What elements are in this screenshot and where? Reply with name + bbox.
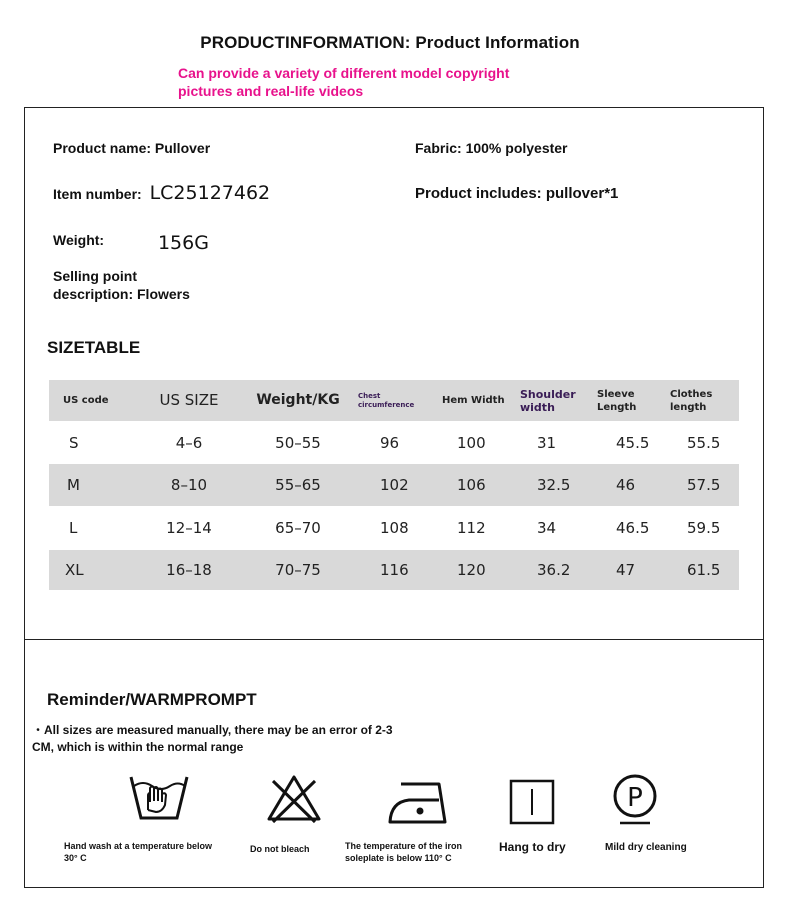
header-shoulder <box>514 388 592 414</box>
cell-chest: 108 <box>380 519 409 537</box>
hand-wash-icon <box>128 774 190 824</box>
cell-sleeve: 46.5 <box>616 519 650 537</box>
cell-us-code: XL <box>65 561 84 579</box>
cell-chest: 96 <box>380 433 400 452</box>
cell-us-size: 16–18 <box>166 561 212 579</box>
cell-weight: 50–55 <box>275 433 321 452</box>
cell-clothes-length: 61.5 <box>687 561 721 579</box>
header-us-code: US code <box>63 395 109 406</box>
header-shoulder-line-1: Shoulder <box>520 387 576 401</box>
item-number-label: Item number: <box>53 186 142 202</box>
cell-sleeve: 46 <box>616 476 636 494</box>
cell-shoulder: 34 <box>537 519 557 537</box>
reminder-note-line-2: CM, which is within the normal range <box>32 740 244 754</box>
cell-us-code: L <box>69 519 78 537</box>
care-label-iron <box>345 840 495 864</box>
cell-shoulder: 36.2 <box>537 561 571 579</box>
table-row <box>49 550 739 590</box>
page-title: PRODUCTINFORMATION: Product Information <box>200 33 580 52</box>
header-clothes-length <box>667 388 739 414</box>
reminder-note <box>32 722 452 756</box>
header-clothes-line-2: length <box>670 401 707 413</box>
header-chest <box>358 392 432 410</box>
cell-sleeve: 47 <box>616 561 636 579</box>
header-hem-width: Hem Width <box>442 395 505 406</box>
size-table-title: SIZETABLE <box>47 338 141 357</box>
care-label-iron-line-2: soleplate is below 110° C <box>345 853 452 863</box>
header-weight: Weight/KG <box>256 392 340 408</box>
weight-label: Weight: <box>53 232 105 248</box>
cell-weight: 70–75 <box>275 561 321 579</box>
weight-value: 156G <box>157 232 209 254</box>
cell-us-size: 8–10 <box>170 476 208 494</box>
selling-point-line-1: Selling point <box>53 268 137 284</box>
cell-weight: 55–65 <box>275 476 321 494</box>
product-name: Product name: Pullover <box>53 140 211 156</box>
header-sleeve <box>592 388 667 414</box>
size-table-header <box>49 380 739 421</box>
cell-us-size: 12–14 <box>166 519 212 537</box>
header-clothes-line-1: Clothes <box>670 388 713 400</box>
cell-us-code: M <box>67 476 80 494</box>
reminder-title: Reminder/WARMPROMPT <box>47 690 257 709</box>
table-row <box>49 506 739 550</box>
iron-low-temp-icon <box>387 780 453 826</box>
care-label-do-not-bleach: Do not bleach <box>250 844 310 854</box>
cell-hem: 100 <box>457 433 486 452</box>
item-number-value: LC25127462 <box>149 182 271 204</box>
header-chest-line-1: Chest <box>358 391 381 400</box>
cell-shoulder: 32.5 <box>537 476 571 494</box>
cell-hem: 106 <box>457 476 486 494</box>
mild-dry-clean-icon <box>610 772 660 830</box>
cell-shoulder: 31 <box>537 433 557 452</box>
selling-point-line-2: description: Flowers <box>53 286 190 302</box>
weight <box>53 230 209 254</box>
care-label-hand-wash <box>64 840 244 864</box>
reminder-note-line-1: ・All sizes are measured manually, there may be an error of 2-3 <box>32 723 393 737</box>
hang-dry-icon <box>509 779 555 825</box>
header-us-size: US SIZE <box>159 391 219 409</box>
selling-point <box>53 267 190 303</box>
do-not-bleach-icon <box>265 772 323 824</box>
promo-line-2: pictures and real-life videos <box>178 83 364 99</box>
promo-line-1: Can provide a variety of different model copyright <box>178 65 510 81</box>
header-shoulder-line-2: width <box>520 400 555 414</box>
header-sleeve-line-2: Length <box>597 401 637 413</box>
cell-weight: 65–70 <box>275 519 321 537</box>
cell-us-code: S <box>69 433 79 452</box>
table-row <box>49 421 739 464</box>
product-includes: Product includes: pullover*1 <box>415 185 619 202</box>
cell-clothes-length: 57.5 <box>687 476 721 494</box>
item-number <box>53 184 270 203</box>
table-row <box>49 464 739 506</box>
care-label-hand-wash-line-2: 30° C <box>64 853 87 863</box>
promo-text <box>178 64 598 100</box>
header-chest-line-2: circumference <box>358 400 415 409</box>
care-label-iron-line-1: The temperature of the iron <box>345 841 463 851</box>
cell-clothes-length: 55.5 <box>687 433 721 452</box>
cell-us-size: 4–6 <box>175 433 203 452</box>
care-label-hang-dry: Hang to dry <box>499 840 566 854</box>
care-label-mild-dry-clean: Mild dry cleaning <box>605 842 687 853</box>
cell-chest: 102 <box>380 476 409 494</box>
cell-hem: 112 <box>457 519 486 537</box>
cell-hem: 120 <box>457 561 486 579</box>
cell-clothes-length: 59.5 <box>687 519 721 537</box>
care-label-hand-wash-line-1: Hand wash at a temperature below <box>64 841 213 851</box>
svg-text:P: P <box>627 783 643 813</box>
cell-chest: 116 <box>380 561 409 579</box>
cell-sleeve: 45.5 <box>616 433 650 452</box>
size-table <box>49 380 739 590</box>
fabric: Fabric: 100% polyester <box>415 140 568 156</box>
header-sleeve-line-1: Sleeve <box>597 388 635 400</box>
